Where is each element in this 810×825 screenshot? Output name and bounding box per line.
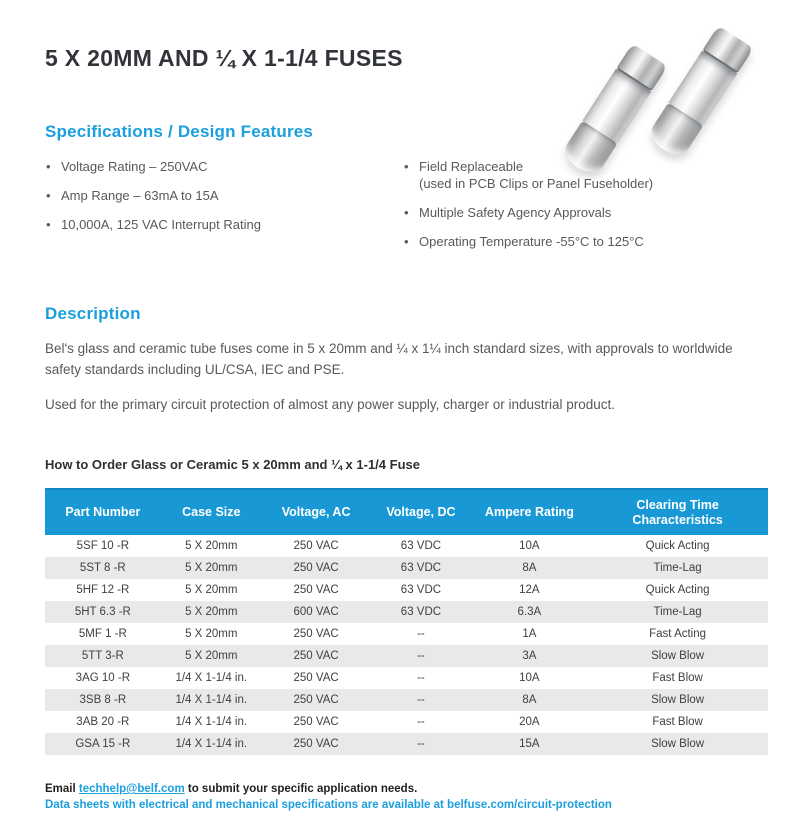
description-heading: Description	[45, 304, 141, 323]
page-footer	[45, 782, 768, 813]
email-prefix: Email	[45, 783, 79, 795]
cell-clearing-time: Time-Lag	[653, 606, 702, 618]
description-paragraph: Bel's glass and ceramic tube fuses come in 5 x 20mm and ¼ x 1¼ inch standard sizes, with approvals to worldwide safety standards including UL/CSA, IEC and PSE.	[45, 341, 733, 377]
column-header-case-size: Case Size	[182, 505, 241, 519]
cell-part-number: 5SF 10 -R	[76, 540, 130, 552]
cell-case-size: 1/4 X 1-1/4 in.	[175, 694, 248, 706]
cell-voltage-dc: --	[417, 694, 425, 706]
specifications-heading: Specifications / Design Features	[45, 122, 314, 141]
how-to-order-heading: How to Order Glass or Ceramic 5 x 20mm and ¼ x 1-1/4 Fuse	[45, 457, 420, 472]
column-header-voltage-ac: Voltage, AC	[281, 505, 351, 519]
cell-voltage-ac: 250 VAC	[293, 738, 339, 750]
cell-ampere-rating: 8A	[522, 694, 537, 706]
email-link[interactable]: techhelp@belf.com	[78, 783, 185, 795]
cell-clearing-time: Slow Blow	[651, 650, 705, 662]
table-row	[45, 535, 768, 557]
cell-voltage-ac: 250 VAC	[293, 694, 339, 706]
cell-part-number: 5MF 1 -R	[78, 628, 127, 640]
cell-voltage-ac: 250 VAC	[293, 584, 339, 596]
description-paragraph: Used for the primary circuit protection of almost any power supply, charger or industrial product.	[45, 397, 615, 412]
cell-case-size: 5 X 20mm	[185, 606, 238, 618]
cell-part-number: 5HF 12 -R	[76, 584, 130, 596]
cell-case-size: 1/4 X 1-1/4 in.	[175, 716, 248, 728]
table-row	[45, 689, 768, 711]
cell-voltage-dc: --	[417, 672, 425, 684]
cell-clearing-time: Fast Acting	[649, 628, 707, 640]
cell-voltage-ac: 250 VAC	[293, 650, 339, 662]
column-header-voltage-dc: Voltage, DC	[386, 505, 456, 519]
spec-bullet-line: • Field Replaceable	[419, 159, 524, 174]
spec-list-left	[45, 158, 403, 262]
cell-case-size: 5 X 20mm	[185, 562, 238, 574]
cell-case-size: 5 X 20mm	[185, 540, 238, 552]
spec-bullet	[403, 204, 768, 221]
cell-clearing-time: Slow Blow	[651, 738, 705, 750]
cell-ampere-rating: 10A	[519, 672, 540, 684]
spec-bullet: • Voltage Rating – 250VAC	[45, 158, 403, 175]
table-header-row	[45, 488, 768, 535]
cell-ampere-rating: 10A	[519, 540, 540, 552]
cell-case-size: 5 X 20mm	[185, 650, 238, 662]
cell-voltage-dc: 63 VDC	[400, 606, 442, 618]
cell-part-number: 3AB 20 -R	[76, 716, 130, 728]
cell-voltage-ac: 250 VAC	[293, 672, 339, 684]
spec-bullet-line: • Operating Temperature -55°C to 125°C	[419, 234, 644, 249]
table-row	[45, 579, 768, 601]
cell-clearing-time: Quick Acting	[645, 584, 710, 596]
spec-bullet: • 10,000A, 125 VAC Interrupt Rating	[45, 216, 403, 233]
cell-voltage-dc: 63 VDC	[400, 540, 442, 552]
cell-case-size: 1/4 X 1-1/4 in.	[175, 672, 248, 684]
cell-ampere-rating: 1A	[522, 628, 537, 640]
cell-voltage-dc: --	[417, 738, 425, 750]
cell-voltage-dc: --	[417, 650, 425, 662]
cell-voltage-ac: 600 VAC	[293, 606, 339, 618]
column-header-ampere-rating: Ampere Rating	[484, 505, 574, 519]
cell-voltage-dc: --	[417, 628, 425, 640]
cell-part-number: 5TT 3-R	[81, 650, 124, 662]
order-table	[45, 488, 768, 755]
description-section	[45, 304, 768, 415]
cell-case-size: 1/4 X 1-1/4 in.	[175, 738, 248, 750]
spec-list-right	[403, 158, 768, 262]
spec-bullet	[403, 158, 768, 192]
page-title: 5 X 20MM AND ¼ X 1-1/4 FUSES	[45, 45, 403, 71]
cell-voltage-ac: 250 VAC	[293, 716, 339, 728]
cell-part-number: 5ST 8 -R	[79, 562, 126, 574]
table-row	[45, 623, 768, 645]
cell-part-number: 3AG 10 -R	[75, 672, 130, 684]
spec-bullet: • Amp Range – 63mA to 15A	[45, 187, 403, 204]
email-line	[45, 782, 768, 798]
cell-voltage-ac: 250 VAC	[293, 562, 339, 574]
glass-fuse-image	[644, 26, 753, 163]
spec-bullet-line: • Multiple Safety Agency Approvals	[419, 205, 612, 220]
table-row	[45, 601, 768, 623]
spec-bullet	[403, 233, 768, 250]
table-row	[45, 557, 768, 579]
cell-ampere-rating: 8A	[522, 562, 537, 574]
cell-ampere-rating: 3A	[522, 650, 537, 662]
cell-voltage-ac: 250 VAC	[293, 540, 339, 552]
cell-part-number: GSA 15 -R	[75, 738, 131, 750]
cell-case-size: 5 X 20mm	[185, 628, 238, 640]
cell-clearing-time: Time-Lag	[653, 562, 702, 574]
email-suffix: to submit your specific application needs.	[184, 783, 418, 795]
table-row	[45, 645, 768, 667]
cell-case-size: 5 X 20mm	[185, 584, 238, 596]
cell-voltage-ac: 250 VAC	[293, 628, 339, 640]
cell-clearing-time: Quick Acting	[645, 540, 710, 552]
cell-ampere-rating: 15A	[519, 738, 540, 750]
datasheets-line: Data sheets with electrical and mechanical specifications are available at belfuse.com/circuit-protection	[45, 798, 612, 811]
cell-ampere-rating: 20A	[519, 716, 540, 728]
table-row	[45, 711, 768, 733]
cell-ampere-rating: 6.3A	[517, 606, 542, 618]
table-row	[45, 667, 768, 689]
cell-part-number: 5HT 6.3 -R	[74, 606, 131, 618]
table-row	[45, 733, 768, 755]
cell-voltage-dc: 63 VDC	[400, 562, 442, 574]
column-header-part-number: Part Number	[65, 505, 141, 519]
spec-bullet-subline: (used in PCB Clips or Panel Fuseholder)	[419, 176, 654, 191]
column-header-clearing-time: Clearing Time Characteristics	[632, 497, 723, 527]
cell-ampere-rating: 12A	[519, 584, 540, 596]
cell-clearing-time: Fast Blow	[652, 672, 703, 684]
cell-part-number: 3SB 8 -R	[79, 694, 127, 706]
table-body	[45, 535, 768, 755]
cell-voltage-dc: 63 VDC	[400, 584, 442, 596]
cell-voltage-dc: --	[417, 716, 425, 728]
cell-clearing-time: Fast Blow	[652, 716, 703, 728]
cell-clearing-time: Slow Blow	[651, 694, 705, 706]
